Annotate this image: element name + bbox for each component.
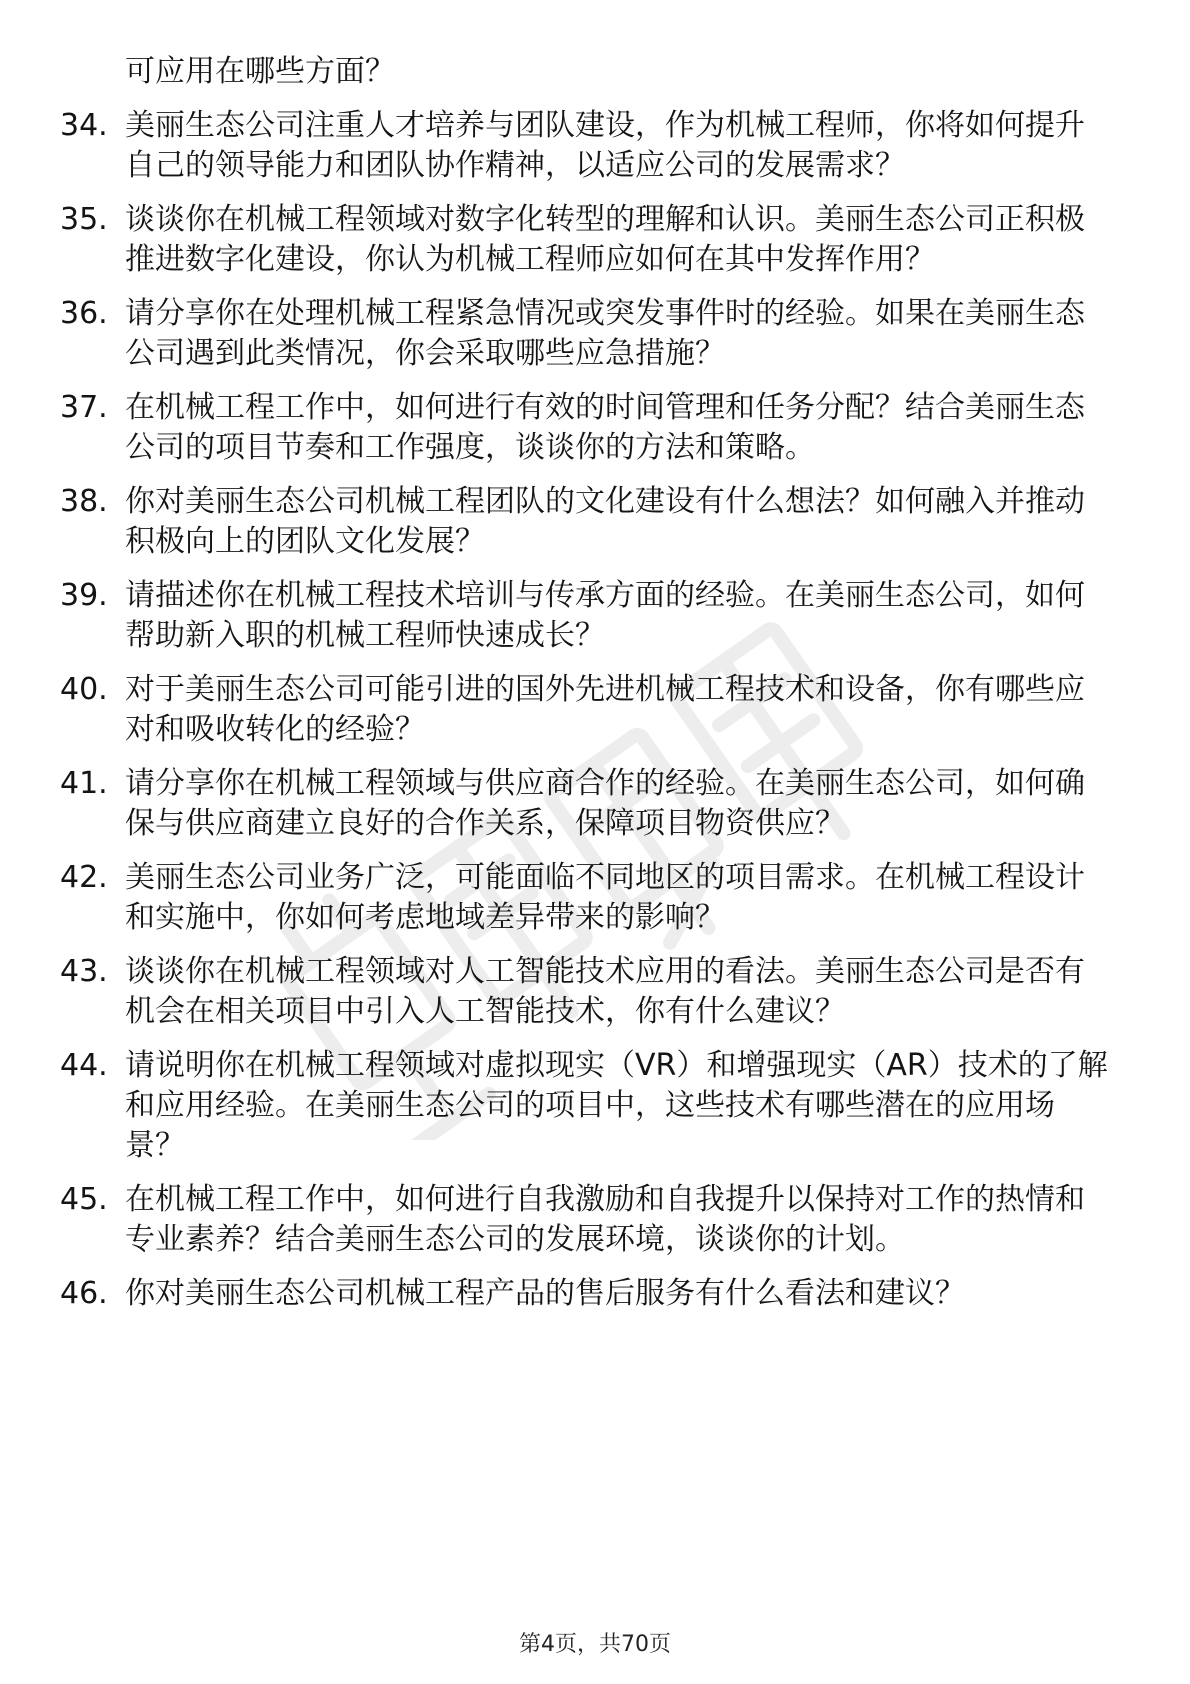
list-item [60, 952, 1110, 1032]
question-number: 36. [60, 296, 108, 331]
question-number: 46. [60, 1276, 108, 1311]
list-item [60, 1046, 1110, 1166]
list-item [60, 106, 1110, 186]
question-number: 40. [60, 672, 108, 707]
question-number: 41. [60, 766, 108, 801]
list-item [60, 1274, 1110, 1314]
list-item [60, 200, 1110, 280]
list-item [60, 388, 1110, 468]
question-number: 35. [60, 202, 108, 237]
list-item [60, 576, 1110, 656]
list-item [60, 858, 1110, 938]
question-number: 38. [60, 484, 108, 519]
question-text: 请描述你在机械工程技术培训与传承方面的经验。在美丽生态公司，如何帮助新入职的机械工程师快速成长？ [125, 578, 1085, 653]
list-item [60, 294, 1110, 374]
question-text: 美丽生态公司业务广泛，可能面临不同地区的项目需求。在机械工程设计和实施中，你如何考虑地域差异带来的影响？ [125, 860, 1085, 935]
question-number: 37. [60, 390, 108, 425]
question-text: 请说明你在机械工程领域对虚拟现实（VR）和增强现实（AR）技术的了解和应用经验。在美丽生态公司的项目中，这些技术有哪些潜在的应用场景？ [125, 1048, 1108, 1163]
question-text: 对于美丽生态公司可能引进的国外先进机械工程技术和设备，你有哪些应对和吸收转化的经验？ [125, 672, 1085, 747]
question-text: 请分享你在处理机械工程紧急情况或突发事件时的经验。如果在美丽生态公司遇到此类情况，你会采取哪些应急措施？ [125, 296, 1085, 371]
question-number: 43. [60, 954, 108, 989]
page-footer: 第4页，共70页 [519, 1632, 671, 1657]
question-text: 谈谈你在机械工程领域对数字化转型的理解和认识。美丽生态公司正积极推进数字化建设，你认为机械工程师应如何在其中发挥作用？ [125, 202, 1085, 277]
question-text: 在机械工程工作中，如何进行有效的时间管理和任务分配？结合美丽生态公司的项目节奏和工作强度，谈谈你的方法和策略。 [125, 390, 1085, 465]
continuation-text: 可应用在哪些方面？ [125, 54, 395, 89]
question-number: 45. [60, 1182, 108, 1217]
question-number: 44. [60, 1048, 108, 1083]
question-number: 39. [60, 578, 108, 613]
question-text: 美丽生态公司注重人才培养与团队建设，作为机械工程师，你将如何提升自己的领导能力和团队协作精神，以适应公司的发展需求？ [125, 108, 1085, 183]
list-item [60, 482, 1110, 562]
list-item [60, 1180, 1110, 1260]
question-text: 谈谈你在机械工程领域对人工智能技术应用的看法。美丽生态公司是否有机会在相关项目中引入人工智能技术，你有什么建议？ [125, 954, 1085, 1029]
list-item [60, 764, 1110, 844]
question-number: 34. [60, 108, 108, 143]
list-item [60, 670, 1110, 750]
question-text: 你对美丽生态公司机械工程团队的文化建设有什么想法？如何融入并推动积极向上的团队文化发展？ [125, 484, 1085, 559]
question-list [60, 52, 1110, 1328]
question-text: 你对美丽生态公司机械工程产品的售后服务有什么看法和建议？ [125, 1276, 965, 1311]
question-number: 42. [60, 860, 108, 895]
question-text: 在机械工程工作中，如何进行自我激励和自我提升以保持对工作的热情和专业素养？结合美丽生态公司的发展环境，谈谈你的计划。 [125, 1182, 1085, 1257]
question-text: 请分享你在机械工程领域与供应商合作的经验。在美丽生态公司，如何确保与供应商建立良好的合作关系，保障项目物资供应？ [125, 766, 1085, 841]
